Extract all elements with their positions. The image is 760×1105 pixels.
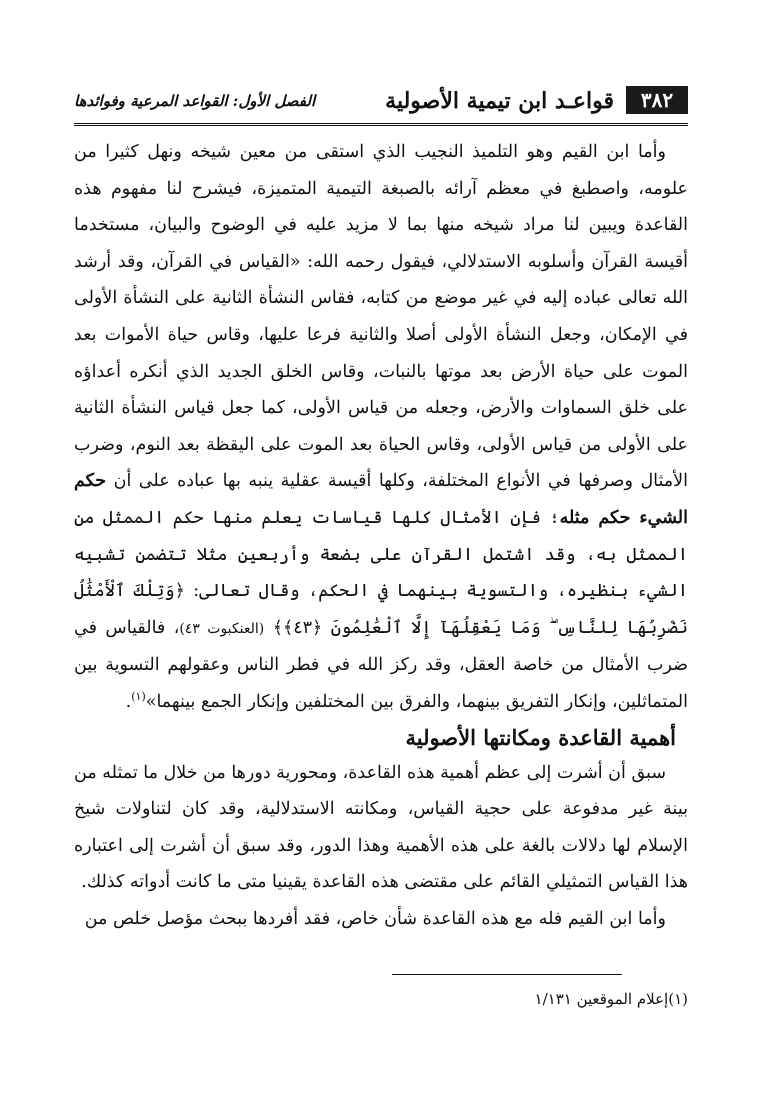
main-text xyxy=(74,134,688,937)
book-title: قواعـد ابن تيمية الأصولية xyxy=(385,88,614,114)
footnote-marker: (١) xyxy=(131,690,146,704)
quran-verse: ﴿وَتِلْكَ ٱلْأَمْثَٰلُ نَضْرِبُهَا لِلنَّاسِ ۖ وَمَا يَعْقِلُهَآ إِلَّا ٱلْعَٰلِمُونَ ﴿٤٣﴾﴾ xyxy=(74,581,688,638)
paragraph-importance: سبق أن أشرت إلى عظم أهمية هذه القاعدة، ومحورية دورها من خلال ما تمثله من بينة غير مدفوعة على حجية القياس، ومكانته الاستدلالية، وقد كان لتناولات شيخ الإسلام لها دلالات بالغة على هذه الأهمية وهذا الدور، وقد سبق أن أشرت إلى اعتباره هذا القياس التمثيلي القائم على مقتضى هذه القاعدة يقينيا متى ما كانت أدواته كذلك. xyxy=(74,762,688,893)
bold-phrase: حكم الشيء حكم مثله xyxy=(74,471,688,528)
header-rule xyxy=(74,123,688,126)
paragraph-ibn-qayyim-quote: وأما ابن القيم وهو التلميذ النجيب الذي استقى من معين شيخه ونهل كثيرا من علومه، واصطبغ في معظم آرائه بالصبغة التيمية المتميزة، فيشرح لنا مفهوم هذه القاعدة ويبين لنا مراد شيخه منها بما لا مزيد عليه في الوضوح والبيان، مستخدما أقيسة القرآن وأسلوبه الاستدلالي، فيقول رحمه الله: «القياس في القرآن، وقد أرشد الله تعالى عباده إليه في غير موضع من كتابه، فقاس النشأة الثانية على النشأة الأولى في الإمكان، وجعل النشأة الأولى أصلا والثانية فرعا عليها، وقاس حياة الأموات بعد الموت على حياة الأرض بعد موتها بالنبات، وقاس الخلق الجديد الذي أنكره أعداؤه على خلق السماوات والأرض، وجعله من قياس الأولى، كما جعل قياس النشأة الثانية على الأولى من قياس الأولى، وقاس الحياة بعد الموت على اليقظة بعد النوم، وضرب الأمثال وصرفها في الأنواع المختلفة، وكلها أقيسة عقلية ينبه بها عباده على أن حكم الشيء حكم مثله؛ فإن الأمثال كلها قياسات يعلم منها حكم الممثل من الممثل به، وقد اشتمل القرآن على بضعة وأربعين مثلا تتضمن تشبيه الشيء بنظيره، والتسوية بينهما في الحكم، وقال تعالى: ﴿وَتِلْكَ ٱلْأَمْثَٰلُ نَضْرِبُهَا لِلنَّاسِ ۖ وَمَا يَعْقِلُهَآ إِلَّا ٱلْعَٰلِمُونَ ﴿٤٣﴾﴾ (العنكبوت ٤٣)، فالقياس في ضرب الأمثال من خاصة العقل، وقد ركز الله في فطر الناس وعقولهم التسوية بين المتماثلين، وإنكار التفريق بينهما، والفرق بين المختلفين وإنكار الجمع بينهما»$^{(١)}$. xyxy=(74,142,688,712)
footnote: (١)إعلام الموقعين ١/١٣١ xyxy=(534,990,688,1008)
paragraph-text: وأما ابن القيم وهو التلميذ النجيب الذي استقى من معين شيخه ونهل كثيرا من علومه، واصطبغ في معظم آرائه بالصبغة التيمية المتميزة، فيشرح لنا مفهوم هذه القاعدة ويبين لنا مراد شيخه منها بما لا مزيد عليه في الوضوح والبيان، مستخدما أقيسة القرآن وأسلوبه الاستدلالي، فيقول رحمه الله: «القياس في القرآن، وقد أرشد الله تعالى عباده إليه في غير موضع من كتابه، فقاس النشأة الثانية على النشأة الأولى في الإمكان، وجعل النشأة الأولى أصلا والثانية فرعا عليها، وقاس حياة الأموات بعد الموت على حياة الأرض بعد موتها بالنبات، وقاس الخلق الجديد الذي أنكره أعداؤه على خلق السماوات والأرض، وجعله من قياس الأولى، كما جعل قياس النشأة الثانية على الأولى من قياس الأولى، وقاس الحياة بعد الموت على اليقظة بعد النوم، وضرب الأمثال وصرفها في الأنواع المختلفة، وكلها أقيسة عقلية ينبه بها عباده على أن xyxy=(74,142,688,492)
chapter-title: الفصل الأول: القواعد المرعية وفوائدها xyxy=(74,92,316,110)
page-header xyxy=(74,84,688,120)
paragraph-ibn-qayyim-rule: وأما ابن القيم فله مع هذه القاعدة شأن خاص، فقد أفردها ببحث مؤصل خلص من xyxy=(84,908,666,929)
footnote-rule xyxy=(392,974,622,975)
paragraph-text: ؛ فإن الأمثال كلها قياسات يعلم منها حكم الممثل من الممثل به، وقد اشتمل القرآن على بضعة وأربعين مثلا تتضمن تشبيه الشيء بنظيره، والتسوية بينهما في الحكم، وقال تعالى: xyxy=(74,507,688,602)
page-number: ٣٨٢ xyxy=(626,86,688,114)
section-heading: أهمية القاعدة ومكانتها الأصولية xyxy=(405,724,676,750)
verse-reference: (العنكبوت ٤٣) xyxy=(179,620,265,637)
paragraph-text: ، فالقياس في ضرب الأمثال من خاصة العقل، وقد ركز الله في فطر الناس وعقولهم التسوية بين المتماثلين، وإنكار التفريق بينهما، والفرق بين المختلفين وإنكار الجمع بينهما» xyxy=(74,617,688,712)
